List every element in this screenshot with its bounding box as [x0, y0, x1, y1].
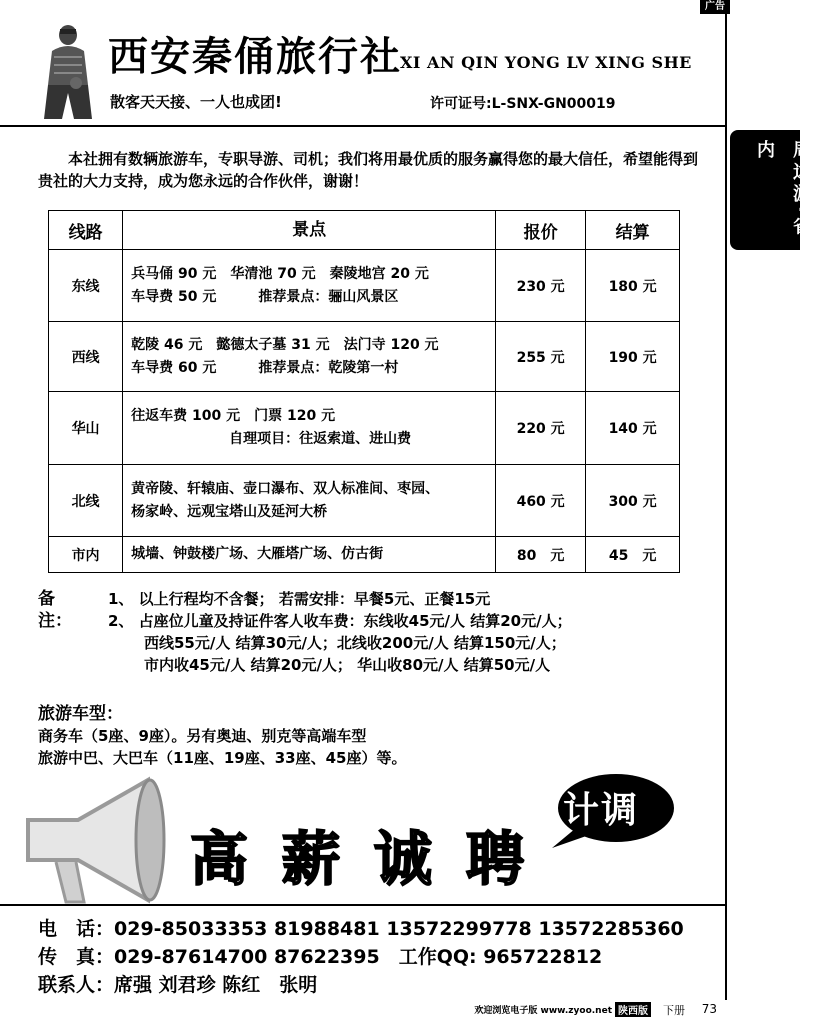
page-footer — [0, 1000, 727, 1019]
header-price: 报价 — [496, 211, 586, 250]
table-row — [49, 322, 680, 392]
notes-label: 备注： — [38, 589, 72, 631]
bubble-text: 计调 — [563, 790, 640, 831]
vehicle-section — [38, 703, 407, 769]
table-row — [49, 250, 680, 322]
phone-numbers: 029-85033353 81988481 13572299778 13572285360 — [114, 918, 684, 940]
edition-badge: 陕西版 — [615, 1002, 651, 1017]
license-number: 许可证号:L-SNX-GN00019 — [430, 96, 616, 112]
route-spots — [123, 465, 496, 537]
route-settle: 45 元 — [586, 537, 680, 573]
spots-line: 乾陵 46 元 懿德太子墓 31 元 法门寺 120 元 — [131, 336, 439, 353]
megaphone-icon — [18, 770, 188, 910]
route-price: 220 元 — [496, 392, 586, 465]
note-line: 1、 以上行程均不含餐； 若需安排：早餐5元、正餐15元 — [108, 590, 491, 608]
spots-line: 黄帝陵、轩辕庙、壶口瀑布、双人标准间、枣园、 — [131, 480, 440, 497]
route-name: 市内 — [49, 537, 123, 573]
section-tab — [730, 130, 811, 250]
section-tab-label: 周边游·省内 — [754, 140, 811, 239]
contact-persons: 席强 刘君珍 陈红 张明 — [114, 974, 318, 996]
footer-website: 欢迎浏览电子版 www.zyoo.net — [474, 1006, 612, 1016]
contact-person-row — [38, 970, 317, 997]
header — [0, 15, 727, 127]
header-spots: 景点 — [123, 211, 496, 250]
header-settle: 结算 — [586, 211, 680, 250]
recruitment-headline: 高薪诚聘 — [190, 825, 559, 893]
route-name: 西线 — [49, 322, 123, 392]
route-price: 460 元 — [496, 465, 586, 537]
contact-section — [0, 904, 727, 996]
route-name: 华山 — [49, 392, 123, 465]
vehicle-line: 旅游中巴、大巴车（11座、19座、33座、45座）等。 — [38, 749, 407, 767]
route-name: 北线 — [49, 465, 123, 537]
spots-line: 往返车费 100 元 门票 120 元 — [131, 408, 336, 424]
route-price: 80 元 — [496, 537, 586, 573]
fax-label: 传 真： — [38, 946, 115, 968]
route-settle: 140 元 — [586, 392, 680, 465]
note-line: 2、 占座位儿童及持证件客人收车费：东线收45元/人 结算20元/人； — [108, 612, 572, 630]
terracotta-warrior-logo — [38, 23, 98, 123]
route-price: 230 元 — [496, 250, 586, 322]
spots-line: 自理项目：往返索道、进山费 — [131, 431, 412, 447]
spots-line: 兵马俑 90 元 华清池 70 元 秦陵地宫 20 元 — [131, 265, 429, 282]
spots-line: 车导费 60 元 推荐景点：乾陵第一村 — [131, 359, 399, 376]
table-row — [49, 392, 680, 465]
phone-label: 电 话： — [38, 918, 115, 940]
fax-row — [38, 942, 602, 969]
route-settle: 190 元 — [586, 322, 680, 392]
route-spots — [123, 392, 496, 465]
route-settle: 180 元 — [586, 250, 680, 322]
brand-name: 西安秦俑旅行社 — [108, 33, 402, 80]
header-route: 线路 — [49, 211, 123, 250]
vehicle-line: 商务车（5座、9座）。另有奥迪、别克等高端车型 — [38, 727, 367, 745]
spots-line: 城墙、钟鼓楼广场、大雁塔广场、仿古街 — [131, 546, 384, 562]
spots-line: 杨家岭、远观宝塔山及延河大桥 — [131, 503, 328, 520]
note-line: 市内收45元/人 结算20元/人； 华山收80元/人 结算50元/人 — [144, 656, 551, 674]
ad-tag: 广告 — [700, 0, 730, 14]
route-name: 东线 — [49, 250, 123, 322]
contact-person-label: 联系人： — [38, 974, 115, 996]
vehicle-title: 旅游车型： — [38, 704, 123, 724]
table-row — [49, 465, 680, 537]
route-settle: 300 元 — [586, 465, 680, 537]
slogan: 散客天天接、一人也成团! — [110, 93, 282, 111]
route-spots — [123, 250, 496, 322]
table-header-row — [49, 211, 680, 250]
brand-name-english: XI AN QIN YONG LV XING SHE — [400, 53, 692, 72]
table-row — [49, 537, 680, 573]
route-price-table — [48, 210, 680, 573]
spots-line: 车导费 50 元 推荐景点：骊山风景区 — [131, 288, 399, 305]
volume-label: 下册 — [663, 1004, 685, 1017]
note-line: 西线55元/人 结算30元/人；北线收200元/人 结算150元/人； — [144, 634, 566, 652]
phone-row — [38, 914, 684, 941]
page-number: 73 — [701, 1002, 717, 1016]
route-spots — [123, 322, 496, 392]
route-spots — [123, 537, 496, 573]
intro-paragraph: 本社拥有数辆旅游车，专职导游、司机；我们将用最优质的服务赢得您的最大信任，希望能得到贵社的大力支持，成为您永远的合作伙伴，谢谢！ — [38, 150, 699, 190]
route-price: 255 元 — [496, 322, 586, 392]
fax-numbers: 029-87614700 87622395 工作QQ: 965722812 — [114, 946, 603, 968]
